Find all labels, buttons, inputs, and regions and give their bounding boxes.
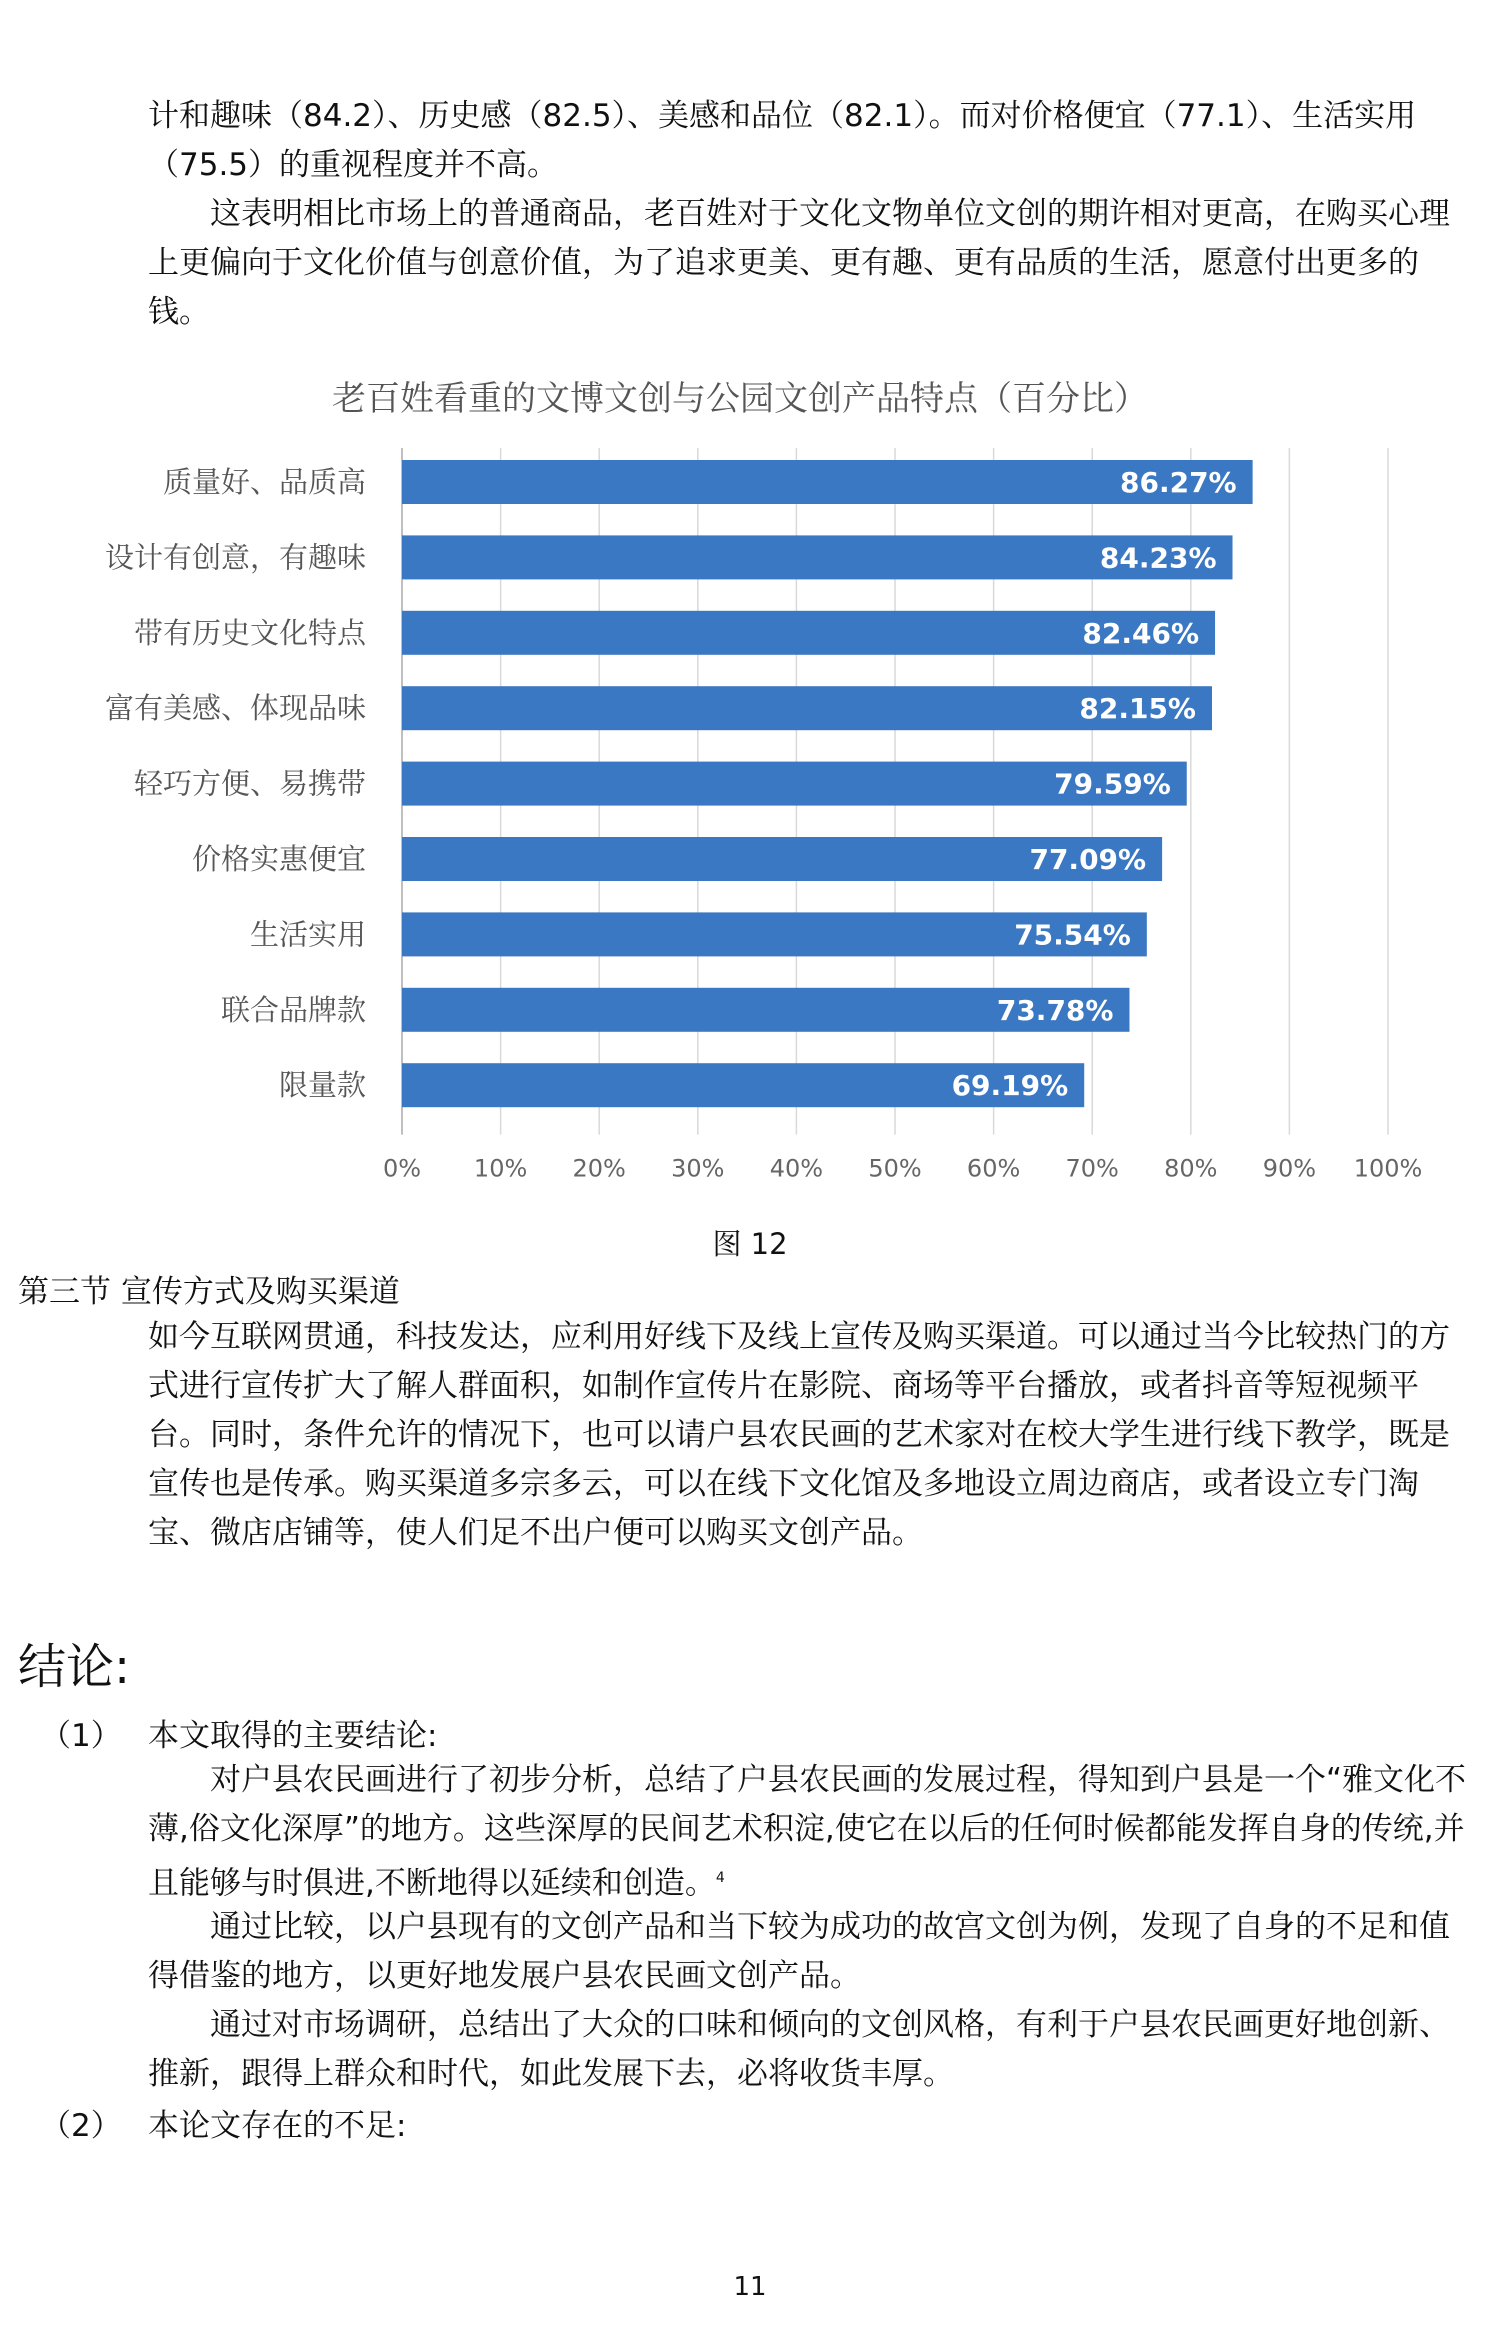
bar-value-label: 69.19%	[951, 1069, 1069, 1103]
bar-value-label: 73.78%	[996, 993, 1114, 1027]
category-label: 限量款	[278, 1068, 366, 1103]
conclusion-heading: 结论:	[18, 1639, 131, 1695]
conclusion-item-2-number: （2）	[40, 2108, 122, 2144]
bar-chart	[0, 360, 1500, 1220]
x-tick-label: 20%	[572, 1154, 626, 1183]
category-label: 联合品牌款	[220, 992, 366, 1027]
conclusion-paragraph-2: 通过比较，以户县现有的文创产品和当下较为成功的故宫文创为例，发现了自身的不足和值得借鉴的地方，以更好地发展户县农民画文创产品。	[148, 1909, 1450, 1994]
page-number: 11	[733, 2272, 767, 2302]
bar-value-label: 75.54%	[1014, 918, 1131, 952]
bar-value-label: 79.59%	[1054, 767, 1171, 801]
conclusion-paragraph-1-text: 对户县农民画进行了初步分析，总结了户县农民画的发展过程，得知到户县是一个“雅文化不薄,俗文化深厚”的地方。这些深厚的民间艺术积淀,使它在以后的任何时候都能发挥自身的传统,并且能够与时俱进,不断地得以延续和创造。	[148, 1762, 1467, 1902]
footnote-marker: 4	[715, 1870, 725, 1886]
category-label: 质量好、品质高	[162, 465, 366, 499]
x-tick-label: 100%	[1353, 1154, 1423, 1183]
figure-caption: 图 12	[712, 1227, 788, 1261]
x-tick-label: 80%	[1164, 1154, 1218, 1183]
conclusion-item-1-heading: 本文取得的主要结论:	[148, 1718, 438, 1754]
x-tick-label: 10%	[473, 1154, 528, 1183]
category-label: 设计有创意，有趣味	[104, 540, 366, 575]
conclusion-paragraph-3: 通过对市场调研，总结出了大众的口味和倾向的文创风格，有利于户县农民画更好地创新、推新，跟得上群众和时代，如此发展下去，必将收货丰厚。	[148, 2007, 1450, 2092]
conclusion-item-1-number: （1）	[40, 1718, 122, 1754]
x-tick-label: 40%	[769, 1154, 824, 1183]
x-tick-label: 70%	[1065, 1154, 1119, 1183]
x-tick-label: 60%	[966, 1154, 1021, 1183]
bar-value-label: 82.15%	[1079, 692, 1196, 726]
x-tick-label: 90%	[1262, 1154, 1317, 1183]
conclusion-paragraph-1	[148, 1756, 1478, 1908]
category-label: 轻巧方便、易携带	[133, 766, 366, 801]
x-tick-label: 50%	[868, 1154, 922, 1183]
category-label: 生活实用	[249, 917, 366, 952]
x-tick-label: 0%	[382, 1154, 422, 1183]
x-tick-label: 30%	[671, 1154, 725, 1183]
bar-value-label: 82.46%	[1082, 616, 1200, 650]
chart-title: 老百姓看重的文博文创与公园文创产品特点（百分比）	[332, 379, 1148, 419]
category-label: 价格实惠便宜	[191, 842, 366, 876]
paragraph-intro-continued: 计和趣味（84.2）、历史感（82.5）、美感和品位（82.1）。而对价格便宜（77.1）、生活实用（75.5）的重视程度并不高。	[148, 98, 1417, 183]
bar-value-label: 84.23%	[1099, 541, 1217, 575]
paragraph-summary: 这表明相比市场上的普通商品，老百姓对于文化文物单位文创的期许相对更高，在购买心理上更偏向于文化价值与创意价值，为了追求更美、更有趣、更有品质的生活，愿意付出更多的钱。	[148, 196, 1450, 330]
bar-value-label: 77.09%	[1029, 843, 1147, 876]
section-title: 第三节 宣传方式及购买渠道	[18, 1274, 400, 1310]
category-label: 带有历史文化特点	[133, 615, 366, 650]
bar-value-label: 86.27%	[1119, 466, 1237, 499]
section-body: 如今互联网贯通，科技发达，应利用好线下及线上宣传及购买渠道。可以通过当今比较热门的方式进行宣传扩大了解人群面积，如制作宣传片在影院、商场等平台播放，或者抖音等短视频平台。同时，条件允许的情况下，也可以请户县农民画的艺术家对在校大学生进行线下教学，既是宣传也是传承。购买渠道多宗多云，可以在线下文化馆及多地设立周边商店，或者设立专门淘宝、微店店铺等，使人们足不出户便可以购买文创产品。	[148, 1319, 1450, 1551]
conclusion-item-2-heading: 本论文存在的不足:	[148, 2108, 407, 2144]
category-label: 富有美感、体现品味	[104, 691, 366, 726]
